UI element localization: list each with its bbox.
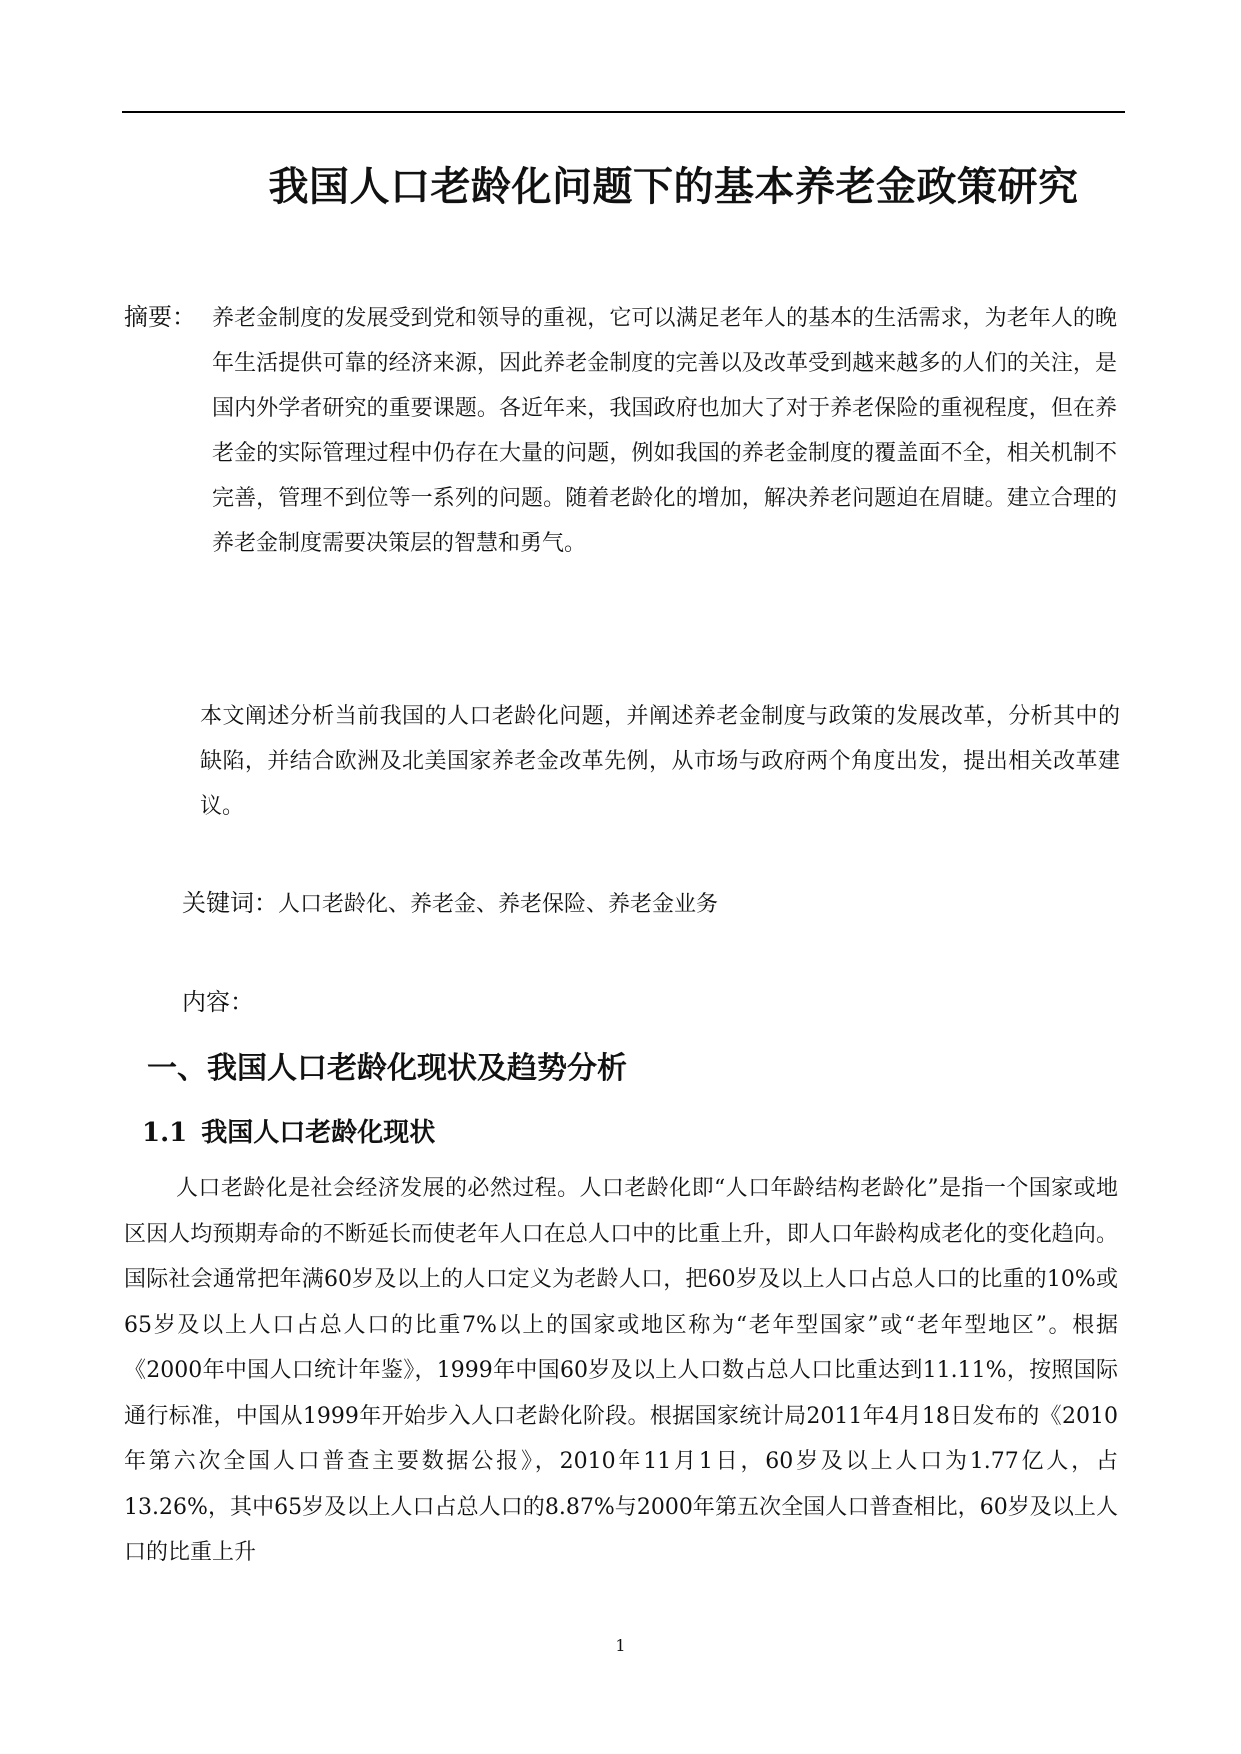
keywords-line: [182, 883, 718, 925]
page-number: 1: [615, 1636, 626, 1655]
header-rule: [122, 111, 1125, 113]
abstract-label: 摘要：: [124, 303, 196, 331]
keywords-list: 人口老龄化、养老金、养老保险、养老金业务: [278, 892, 719, 917]
section-heading-1: 一、我国人口老龄化现状及趋势分析: [147, 1051, 627, 1086]
body-paragraph: 人口老龄化是社会经济发展的必然过程。人口老龄化即“人口年龄结构老龄化”是指一个国家或地区因人均预期寿命的不断延长而使老年人口在总人口中的比重上升，即人口年龄构成老化的变化趋向。国际社会通常把年满60岁及以上的人口定义为老龄人口，把60岁及以上人口占总人口的比重的10%或65岁及以上人口占总人口的比重7%以上的国家或地区称为“老年型国家”或“老年型地区”。根据《2000年中国人口统计年鉴》，1999年中国60岁及以上人口数占总人口比重达到11.11%，按照国际通行标准，中国从1999年开始步入人口老龄化阶段。根据国家统计局2011年4月18日发布的《2010年第六次全国人口普查主要数据公报》，2010年11月1日，60岁及以上人口为1.77亿人，占13.26%，其中65岁及以上人口占总人口的8.87%与2000年第五次全国人口普查相比，60岁及以上人口的比重上升: [124, 1176, 1118, 1565]
section-title: 我国人口老龄化现状: [201, 1118, 436, 1148]
keywords-label: 关键词：: [182, 889, 278, 917]
contents-label: 内容：: [182, 988, 254, 1016]
document-title: 我国人口老龄化问题下的基本养老金政策研究: [268, 164, 1079, 210]
section-heading-1-1: [142, 1113, 435, 1153]
section-number: 1.1: [142, 1118, 188, 1148]
abstract-paragraph: 养老金制度的发展受到党和领导的重视，它可以满足老年人的基本的生活需求，为老年人的晚年生活提供可靠的经济来源，因此养老金制度的完善以及改革受到越来越多的人们的关注，是国内外学者研究的重要课题。各近年来，我国政府也加大了对于养老保险的重视程度，但在养老金的实际管理过程中仍存在大量的问题，例如我国的养老金制度的覆盖面不全，相关机制不完善，管理不到位等一系列的问题。随着老龄化的增加，解决养老问题迫在眉睫。建立合理的养老金制度需要决策层的智慧和勇气。: [212, 306, 1117, 556]
abstract-paragraph-2: 本文阐述分析当前我国的人口老龄化问题，并阐述养老金制度与政策的发展改革，分析其中的缺陷，并结合欧洲及北美国家养老金改革先例，从市场与政府两个角度出发，提出相关改革建议。: [200, 704, 1120, 819]
